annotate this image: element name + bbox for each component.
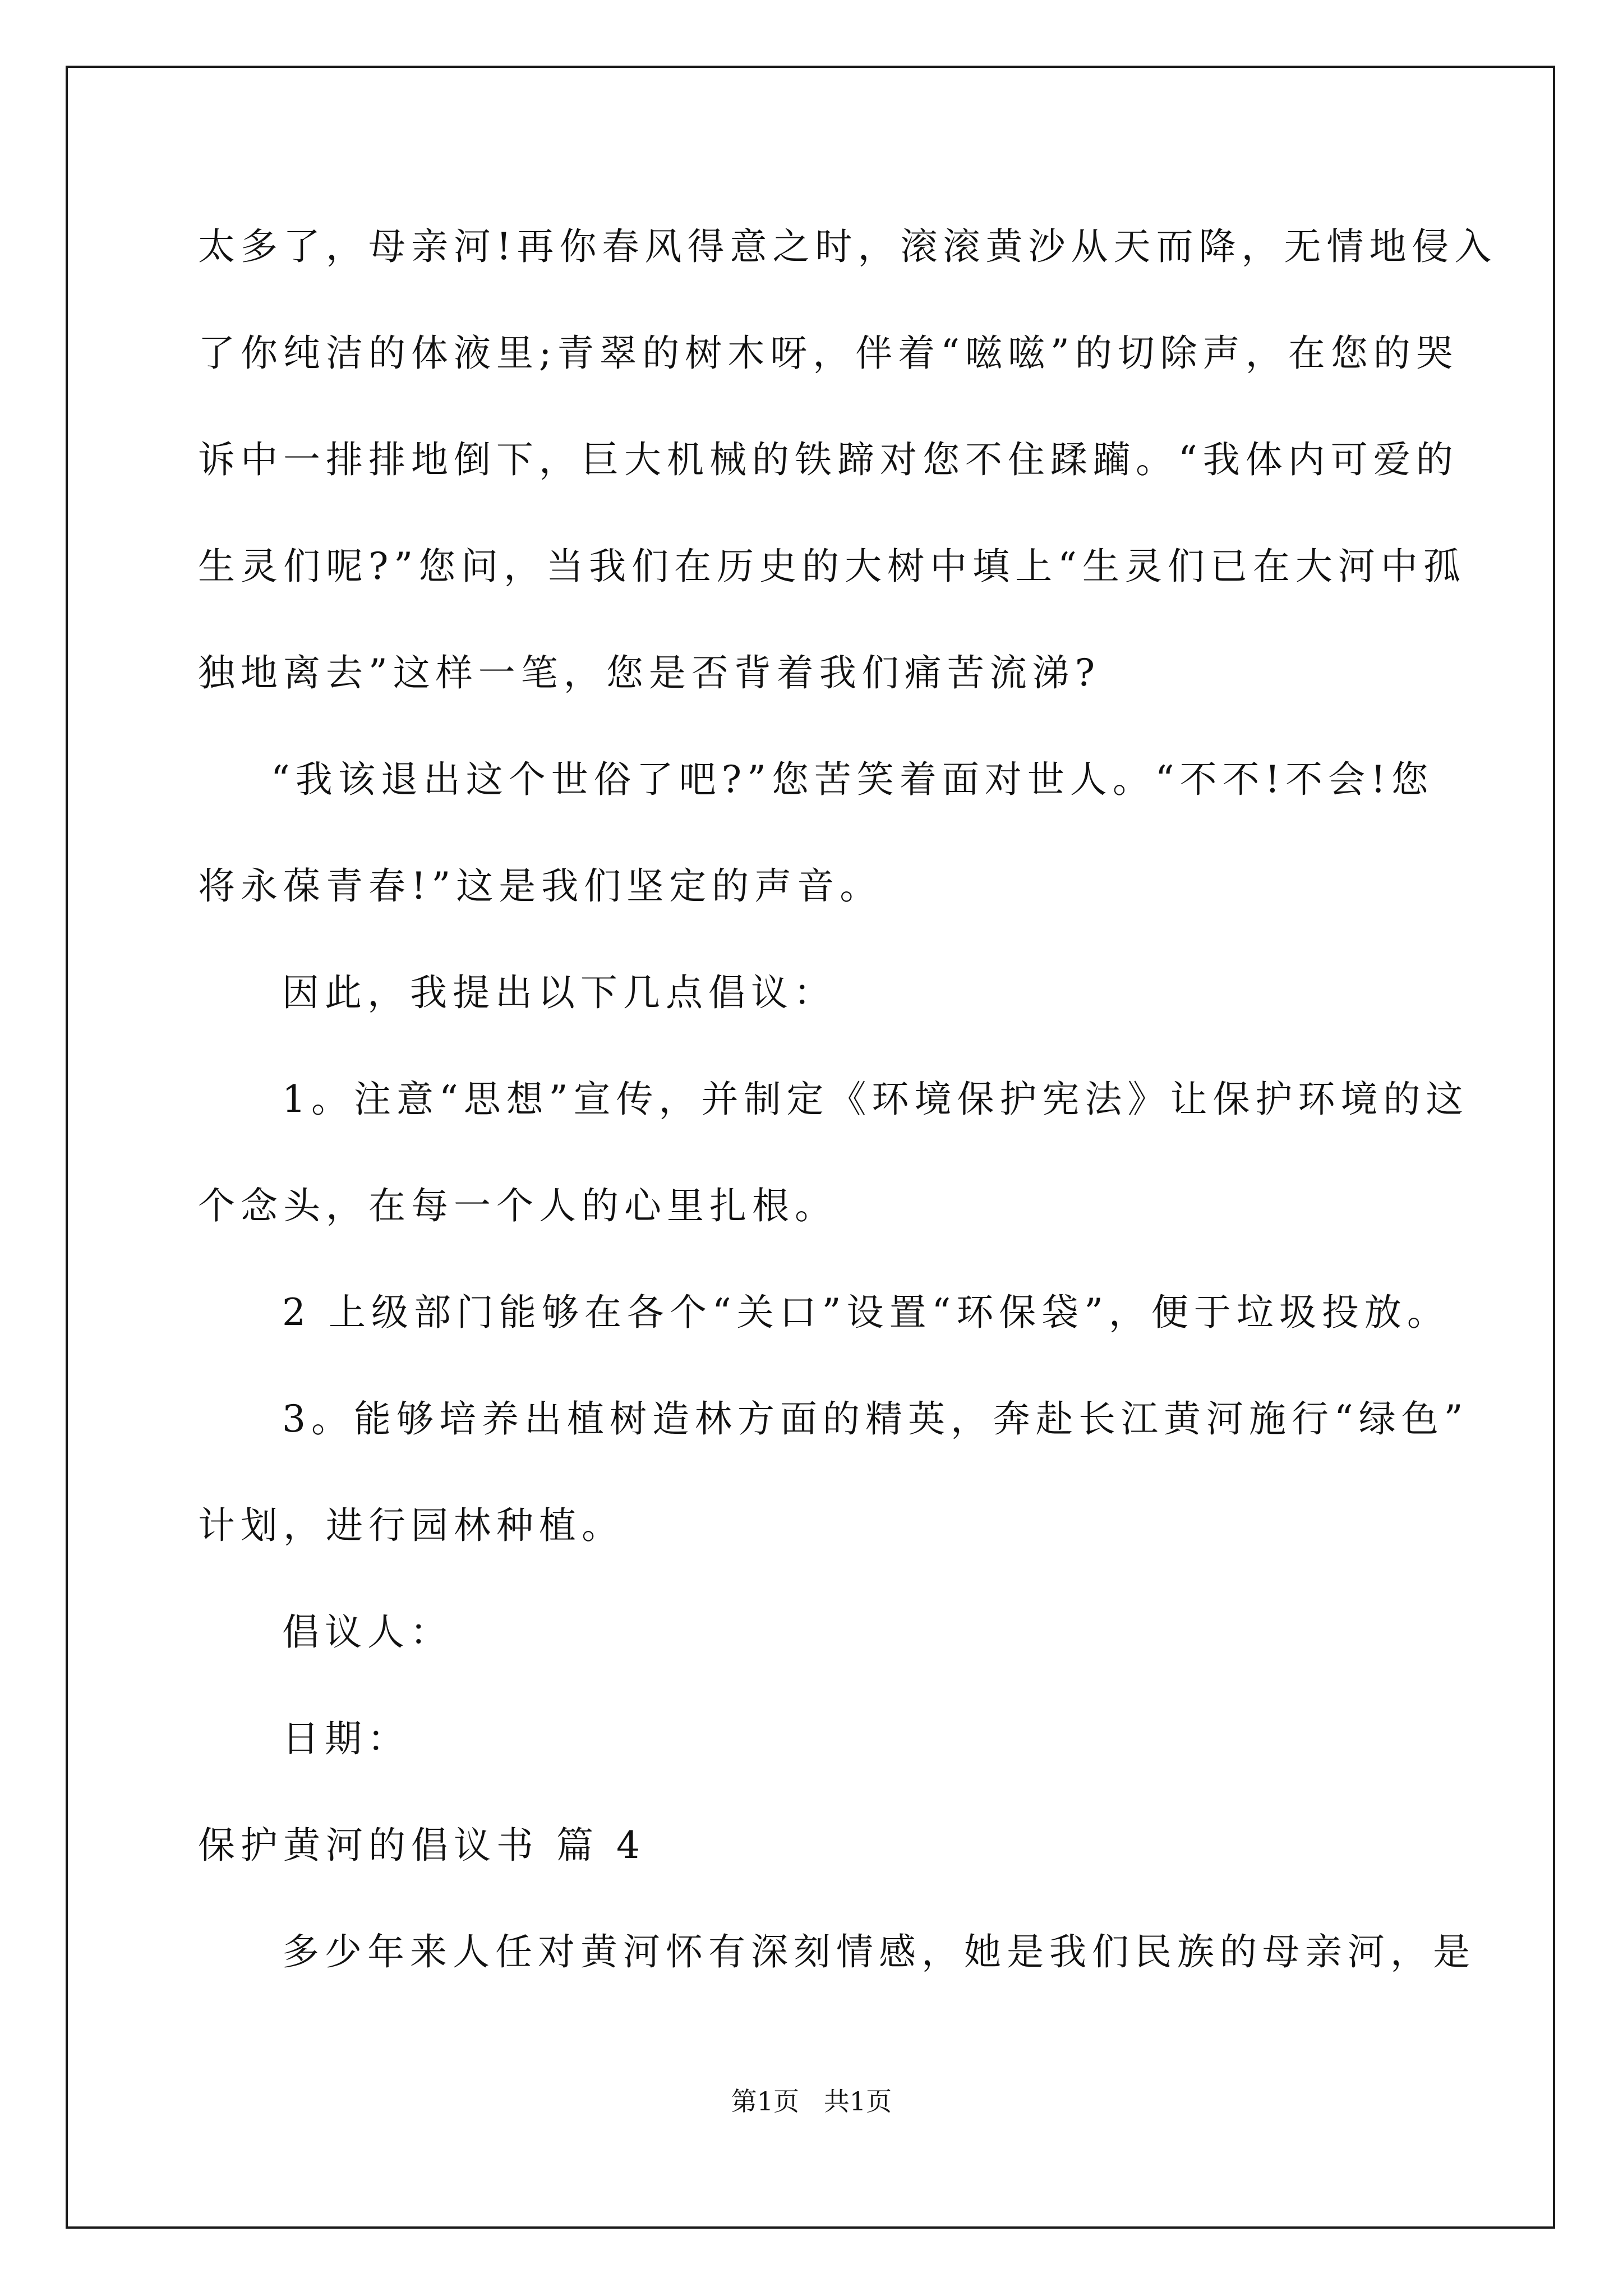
paragraph-line: 计划，进行园林种植。	[198, 1504, 624, 1547]
paragraph-line: 了你纯洁的体液里;青翠的树木呀，伴着“嗞嗞”的切除声，在您的哭	[198, 332, 1459, 375]
page-footer: 第1页 共1页	[731, 2086, 892, 2116]
paragraph-line: 独地离去”这样一笔，您是否背着我们痛苦流涕?	[198, 651, 1101, 694]
date-label: 日期：	[282, 1717, 410, 1760]
paragraph-line: 生灵们呢?”您问，当我们在历史的大树中填上“生灵们已在大河中孤	[198, 545, 1466, 588]
paragraph-line: 多少年来人任对黄河怀有深刻情感，她是我们民族的母亲河，是	[282, 1930, 1476, 1973]
paragraph-line: 太多了，母亲河!再你春风得意之时，滚滚黄沙从天而降，无情地侵入	[198, 225, 1497, 268]
paragraph-line: 个念头，在每一个人的心里扎根。	[198, 1184, 837, 1227]
signer-label: 倡议人：	[282, 1611, 453, 1654]
paragraph-line: “我该退出这个世俗了吧?”您苦笑着面对世人。“不不!不会!您	[271, 758, 1434, 801]
paragraph-line: 诉中一排排地倒下，巨大机械的铁蹄对您不住蹂躏。“我体内可爱的	[198, 438, 1459, 481]
page-border	[66, 66, 1555, 2229]
paragraph-line: 1。注意“思想”宣传，并制定《环境保护宪法》让保护环境的这	[282, 1078, 1469, 1121]
paragraph-line: 因此，我提出以下几点倡议：	[282, 971, 836, 1014]
section-heading: 保护黄河的倡议书 篇 4	[198, 1824, 645, 1867]
paragraph-line: 2 上级部门能够在各个“关口”设置“环保袋”，便于垃圾投放。	[282, 1291, 1450, 1334]
paragraph-line: 将永葆青春!”这是我们坚定的声音。	[198, 864, 883, 908]
paragraph-line: 3。能够培养出植树造林方面的精英，奔赴长江黄河施行“绿色”	[282, 1397, 1469, 1441]
